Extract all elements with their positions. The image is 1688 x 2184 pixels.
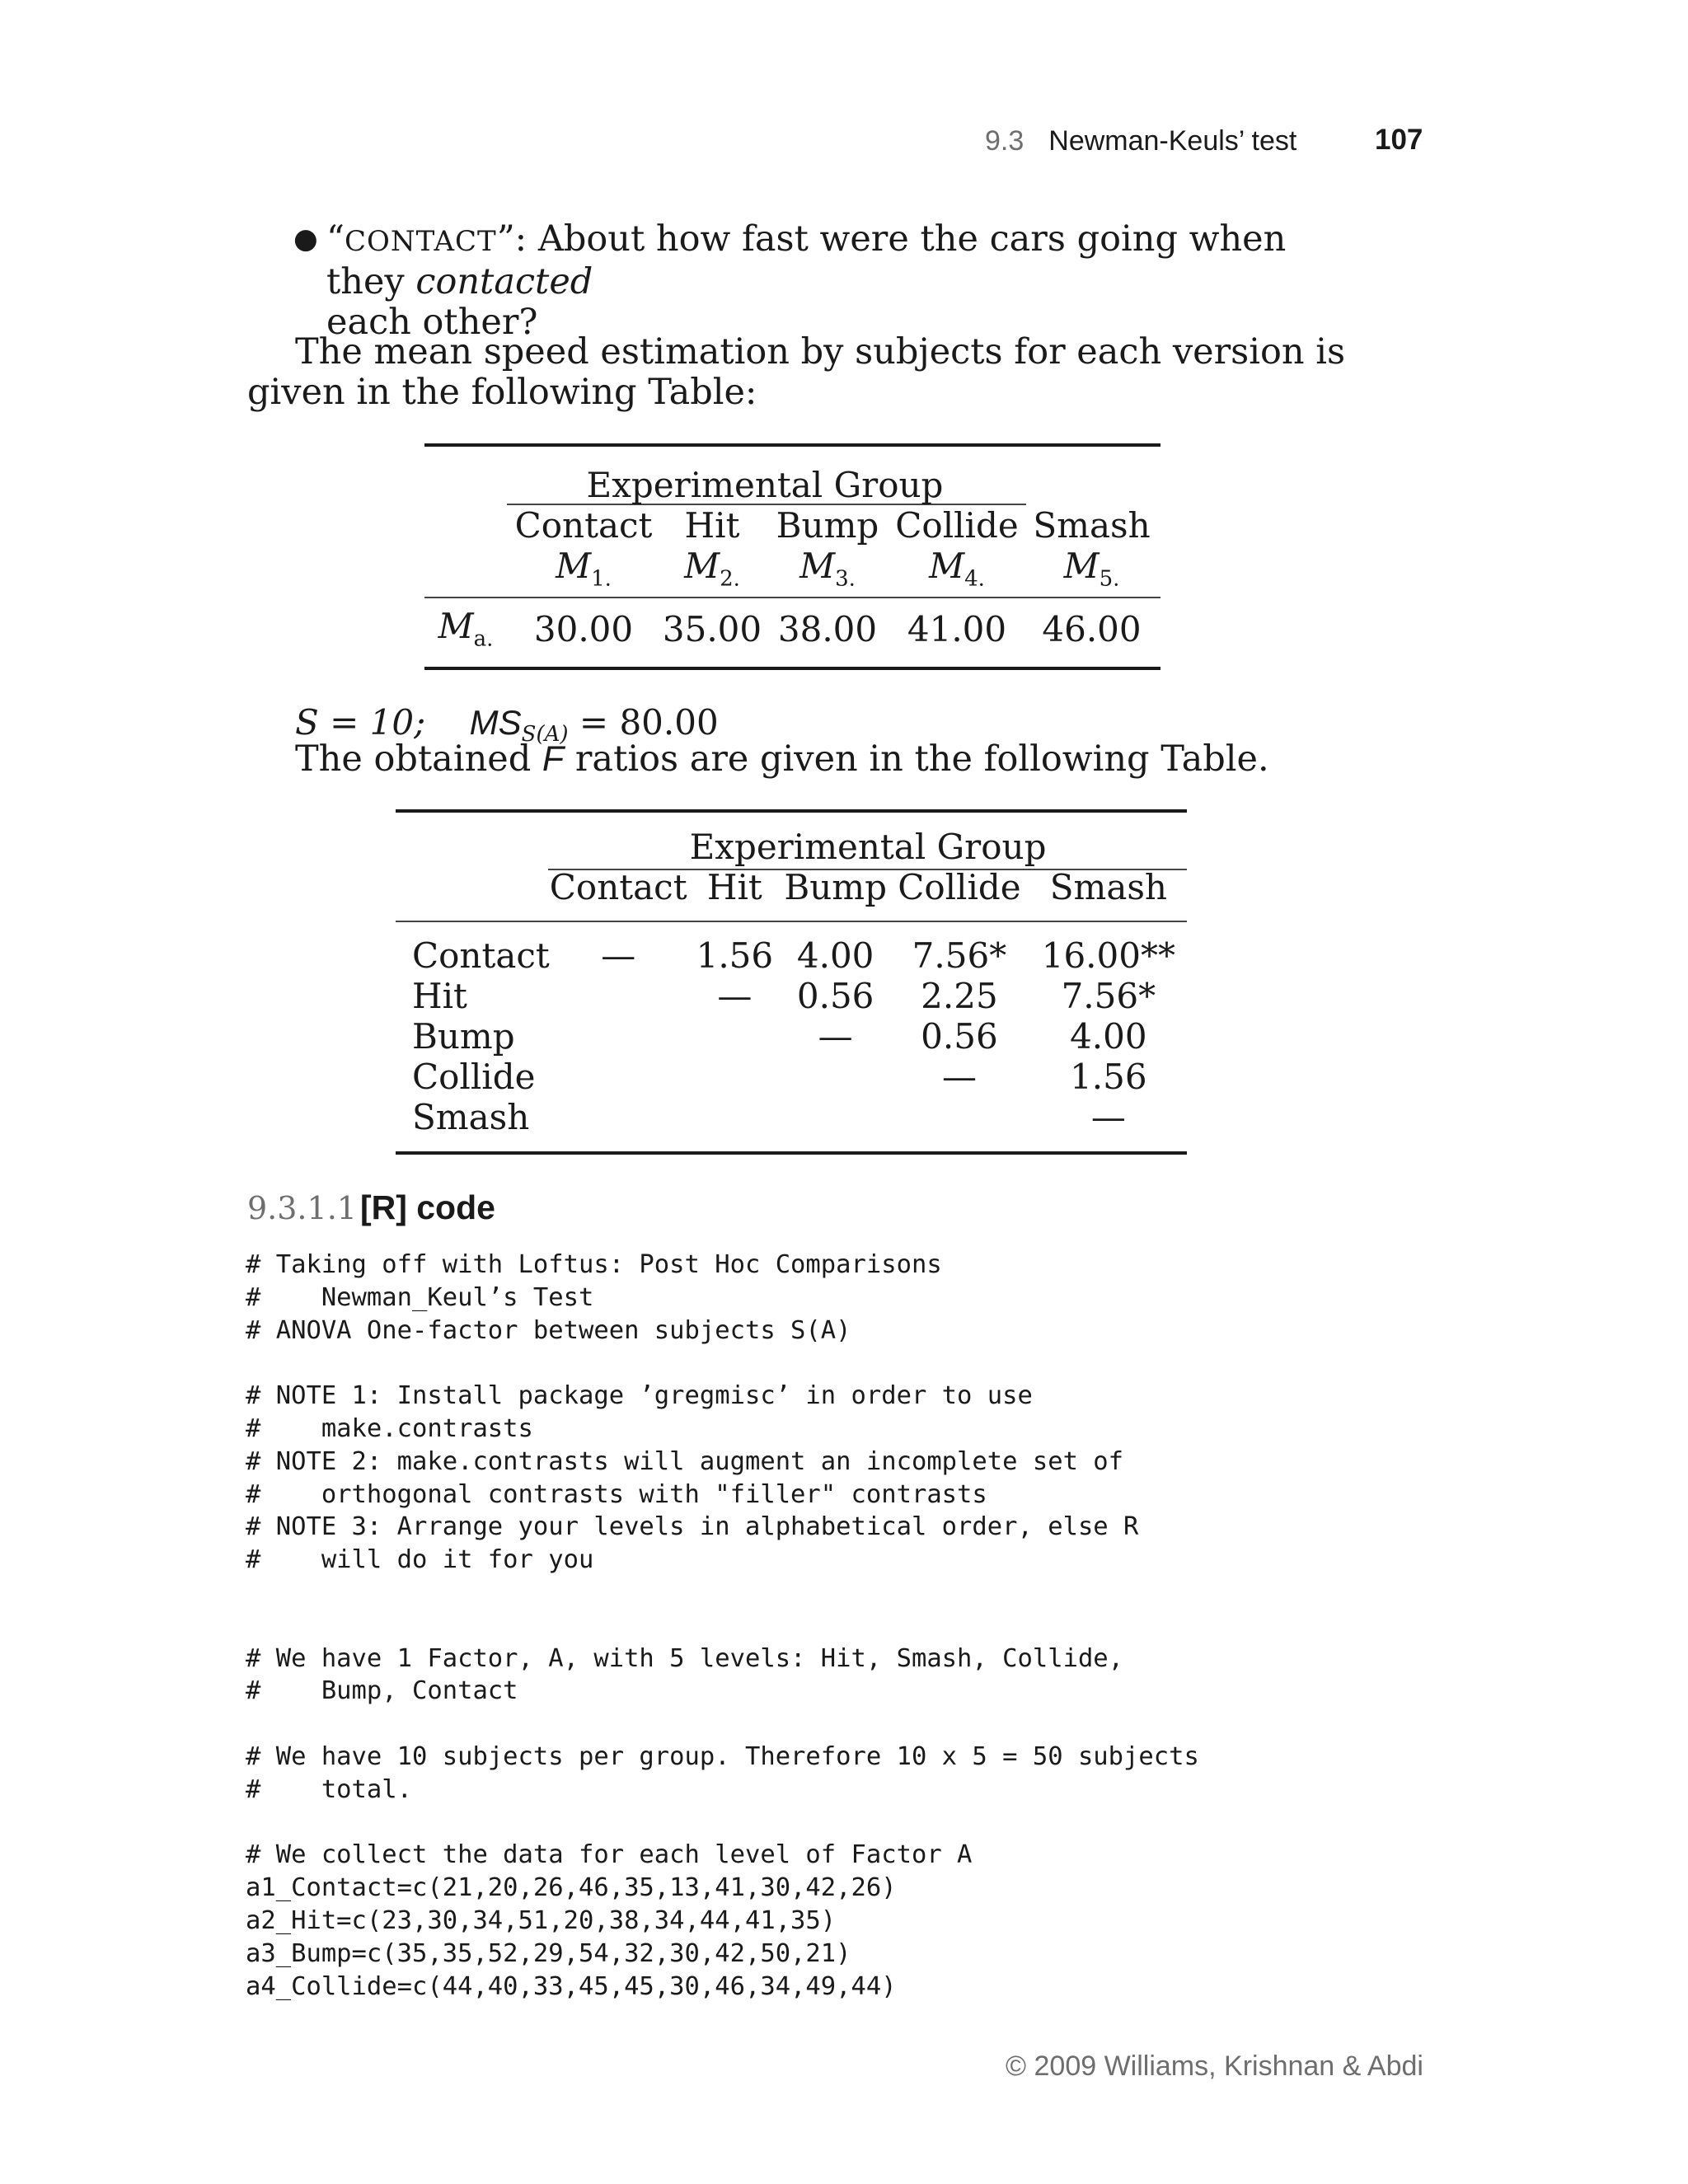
f-symbol: F — [542, 739, 565, 779]
stats-ms-value: = 80.00 — [568, 702, 719, 743]
table-f-group-header: Experimental Group — [689, 827, 1047, 867]
paragraph-intro: The mean speed estimation by subjects for each version is given in the following Table: — [247, 331, 1346, 413]
bullet-label: CONTACT — [344, 225, 497, 258]
table-cell: 0.56 — [921, 1016, 998, 1057]
table-cell: — — [941, 1057, 977, 1097]
table-means-group-header-row — [424, 465, 1160, 505]
code-listing: # Taking off with Loftus: Post Hoc Comparisons # Newman_Keul’s Test # ANOVA One-factor between subjects S(A) # NOTE 1: Install package ’gregmisc’ in order to use # make.contrasts # NOTE 2: make.contrasts will augment an incomplete set of # orthogonal contrasts with "filler" contrasts # NOTE 3: Arrange your levels in alphabetical order, else R # will do it for you # We have 1 Factor, A, with 5 levels: Hit, Smash, Collide, # Bump, Contact # We have 10 subjects per group. Therefore 10 x 5 = 50 subjects # total. # We collect the data for each level of Factor A a1_Contact=c(21,20,26,46,35,13,41,30,42,26) a2_Hit=c(23,30,34,51,20,38,34,44,41,35) a3_Bump=c(35,35,52,29,54,32,30,42,50,21) a4_Collide=c(44,40,33,45,45,30,46,34,49,44) — [246, 1250, 1199, 2001]
subsection-heading — [247, 1188, 495, 1227]
mean-symbol: $M_{2.}$ — [684, 546, 740, 592]
table-cell: 0.56 — [796, 976, 874, 1016]
table-means-value-row — [424, 606, 1160, 651]
column-header: Smash — [1033, 505, 1151, 546]
table-cell — [687, 1057, 783, 1097]
row-label: Collide — [412, 1057, 536, 1097]
table-cell — [782, 1057, 889, 1097]
paragraph-f-ratios: The obtained F ratios are given in the following Table. — [295, 738, 1269, 780]
column-header: Bump — [784, 867, 887, 907]
table-cell: 41.00 — [907, 608, 1007, 649]
column-header: Contact — [514, 505, 653, 546]
running-head — [985, 125, 1296, 157]
row-label: Smash — [412, 1097, 530, 1137]
row-label: Contact — [412, 935, 550, 976]
stats-s: S = 10; — [295, 702, 426, 743]
table-f-ratios — [396, 827, 1187, 1137]
table-cell: — — [601, 935, 636, 976]
bullet-text: “CONTACT”: About how fast were the cars going when they contacted each other? — [326, 218, 1287, 343]
bullet-icon: ● — [293, 223, 318, 255]
table-row — [396, 1057, 1187, 1097]
table-cell — [550, 976, 687, 1016]
table-means-group-header: Experimental Group — [586, 465, 944, 505]
mean-symbol: $M_{3.}$ — [799, 546, 856, 592]
table-cell: 16.00** — [1041, 935, 1175, 976]
table-means-top-rule — [424, 443, 1160, 447]
bullet-emphasis: contacted — [415, 261, 593, 302]
table-f-column-header-row — [396, 867, 1187, 907]
table-cell — [550, 1057, 687, 1097]
column-header: Bump — [776, 505, 879, 546]
table-cell: 30.00 — [533, 608, 634, 649]
copyright-footer: © 2009 Williams, Krishnan & Abdi — [1006, 2050, 1423, 2082]
table-cell: 1.56 — [1070, 1057, 1147, 1097]
table-means-symbol-row — [424, 546, 1160, 591]
column-header: Smash — [1049, 867, 1167, 907]
column-header: Contact — [549, 867, 687, 907]
row-label: $M_{a.}$ — [438, 606, 494, 652]
table-cell: — — [717, 976, 753, 1016]
running-head-section-title: Newman-Keuls’ test — [1048, 125, 1297, 157]
stats-ms-subscript: S(A) — [521, 722, 569, 747]
table-cell: 2.25 — [921, 976, 998, 1016]
table-cell: 7.56* — [912, 935, 1007, 976]
table-cell — [687, 1016, 783, 1057]
table-cell: 35.00 — [662, 608, 762, 649]
table-cell: — — [1090, 1097, 1126, 1137]
row-label: Bump — [412, 1016, 515, 1057]
table-cell: 7.56* — [1061, 976, 1156, 1016]
table-f-top-rule — [396, 809, 1187, 813]
table-cell — [550, 1016, 687, 1057]
table-row — [396, 1097, 1187, 1137]
table-means-bottom-rule — [424, 667, 1160, 670]
table-row — [396, 976, 1187, 1016]
column-header: Hit — [706, 867, 762, 907]
table-cell: 38.00 — [777, 608, 878, 649]
running-head-section-number: 9.3 — [985, 125, 1025, 157]
table-row — [396, 935, 1187, 976]
table-cell — [782, 1097, 889, 1137]
table-means — [424, 465, 1160, 652]
mean-symbol: $M_{5.}$ — [1063, 546, 1120, 592]
table-cell — [687, 1097, 783, 1137]
table-f-bottom-rule — [396, 1151, 1187, 1155]
column-header: Collide — [895, 505, 1019, 546]
table-means-column-header-row — [424, 505, 1160, 546]
table-cell: 4.00 — [796, 935, 874, 976]
table-cell: 1.56 — [696, 935, 774, 976]
table-row — [396, 1016, 1187, 1057]
mean-symbol: $M_{4.}$ — [929, 546, 985, 592]
table-f-group-header-row — [396, 827, 1187, 867]
subsection-title: [R] code — [359, 1188, 495, 1226]
table-cell — [550, 1097, 687, 1137]
table-cell: — — [818, 1016, 853, 1057]
bullet-item — [293, 219, 1365, 343]
stats-ms-label: MS — [469, 703, 522, 742]
page-number: 107 — [1375, 124, 1423, 156]
column-header: Hit — [684, 505, 740, 546]
table-cell: 4.00 — [1070, 1016, 1147, 1057]
table-cell — [889, 1097, 1030, 1137]
subsection-number: 9.3.1.1 — [247, 1190, 357, 1226]
mean-symbol: $M_{1.}$ — [556, 546, 612, 592]
row-label: Hit — [412, 976, 467, 1016]
table-cell: 46.00 — [1042, 608, 1142, 649]
column-header: Collide — [898, 867, 1021, 907]
